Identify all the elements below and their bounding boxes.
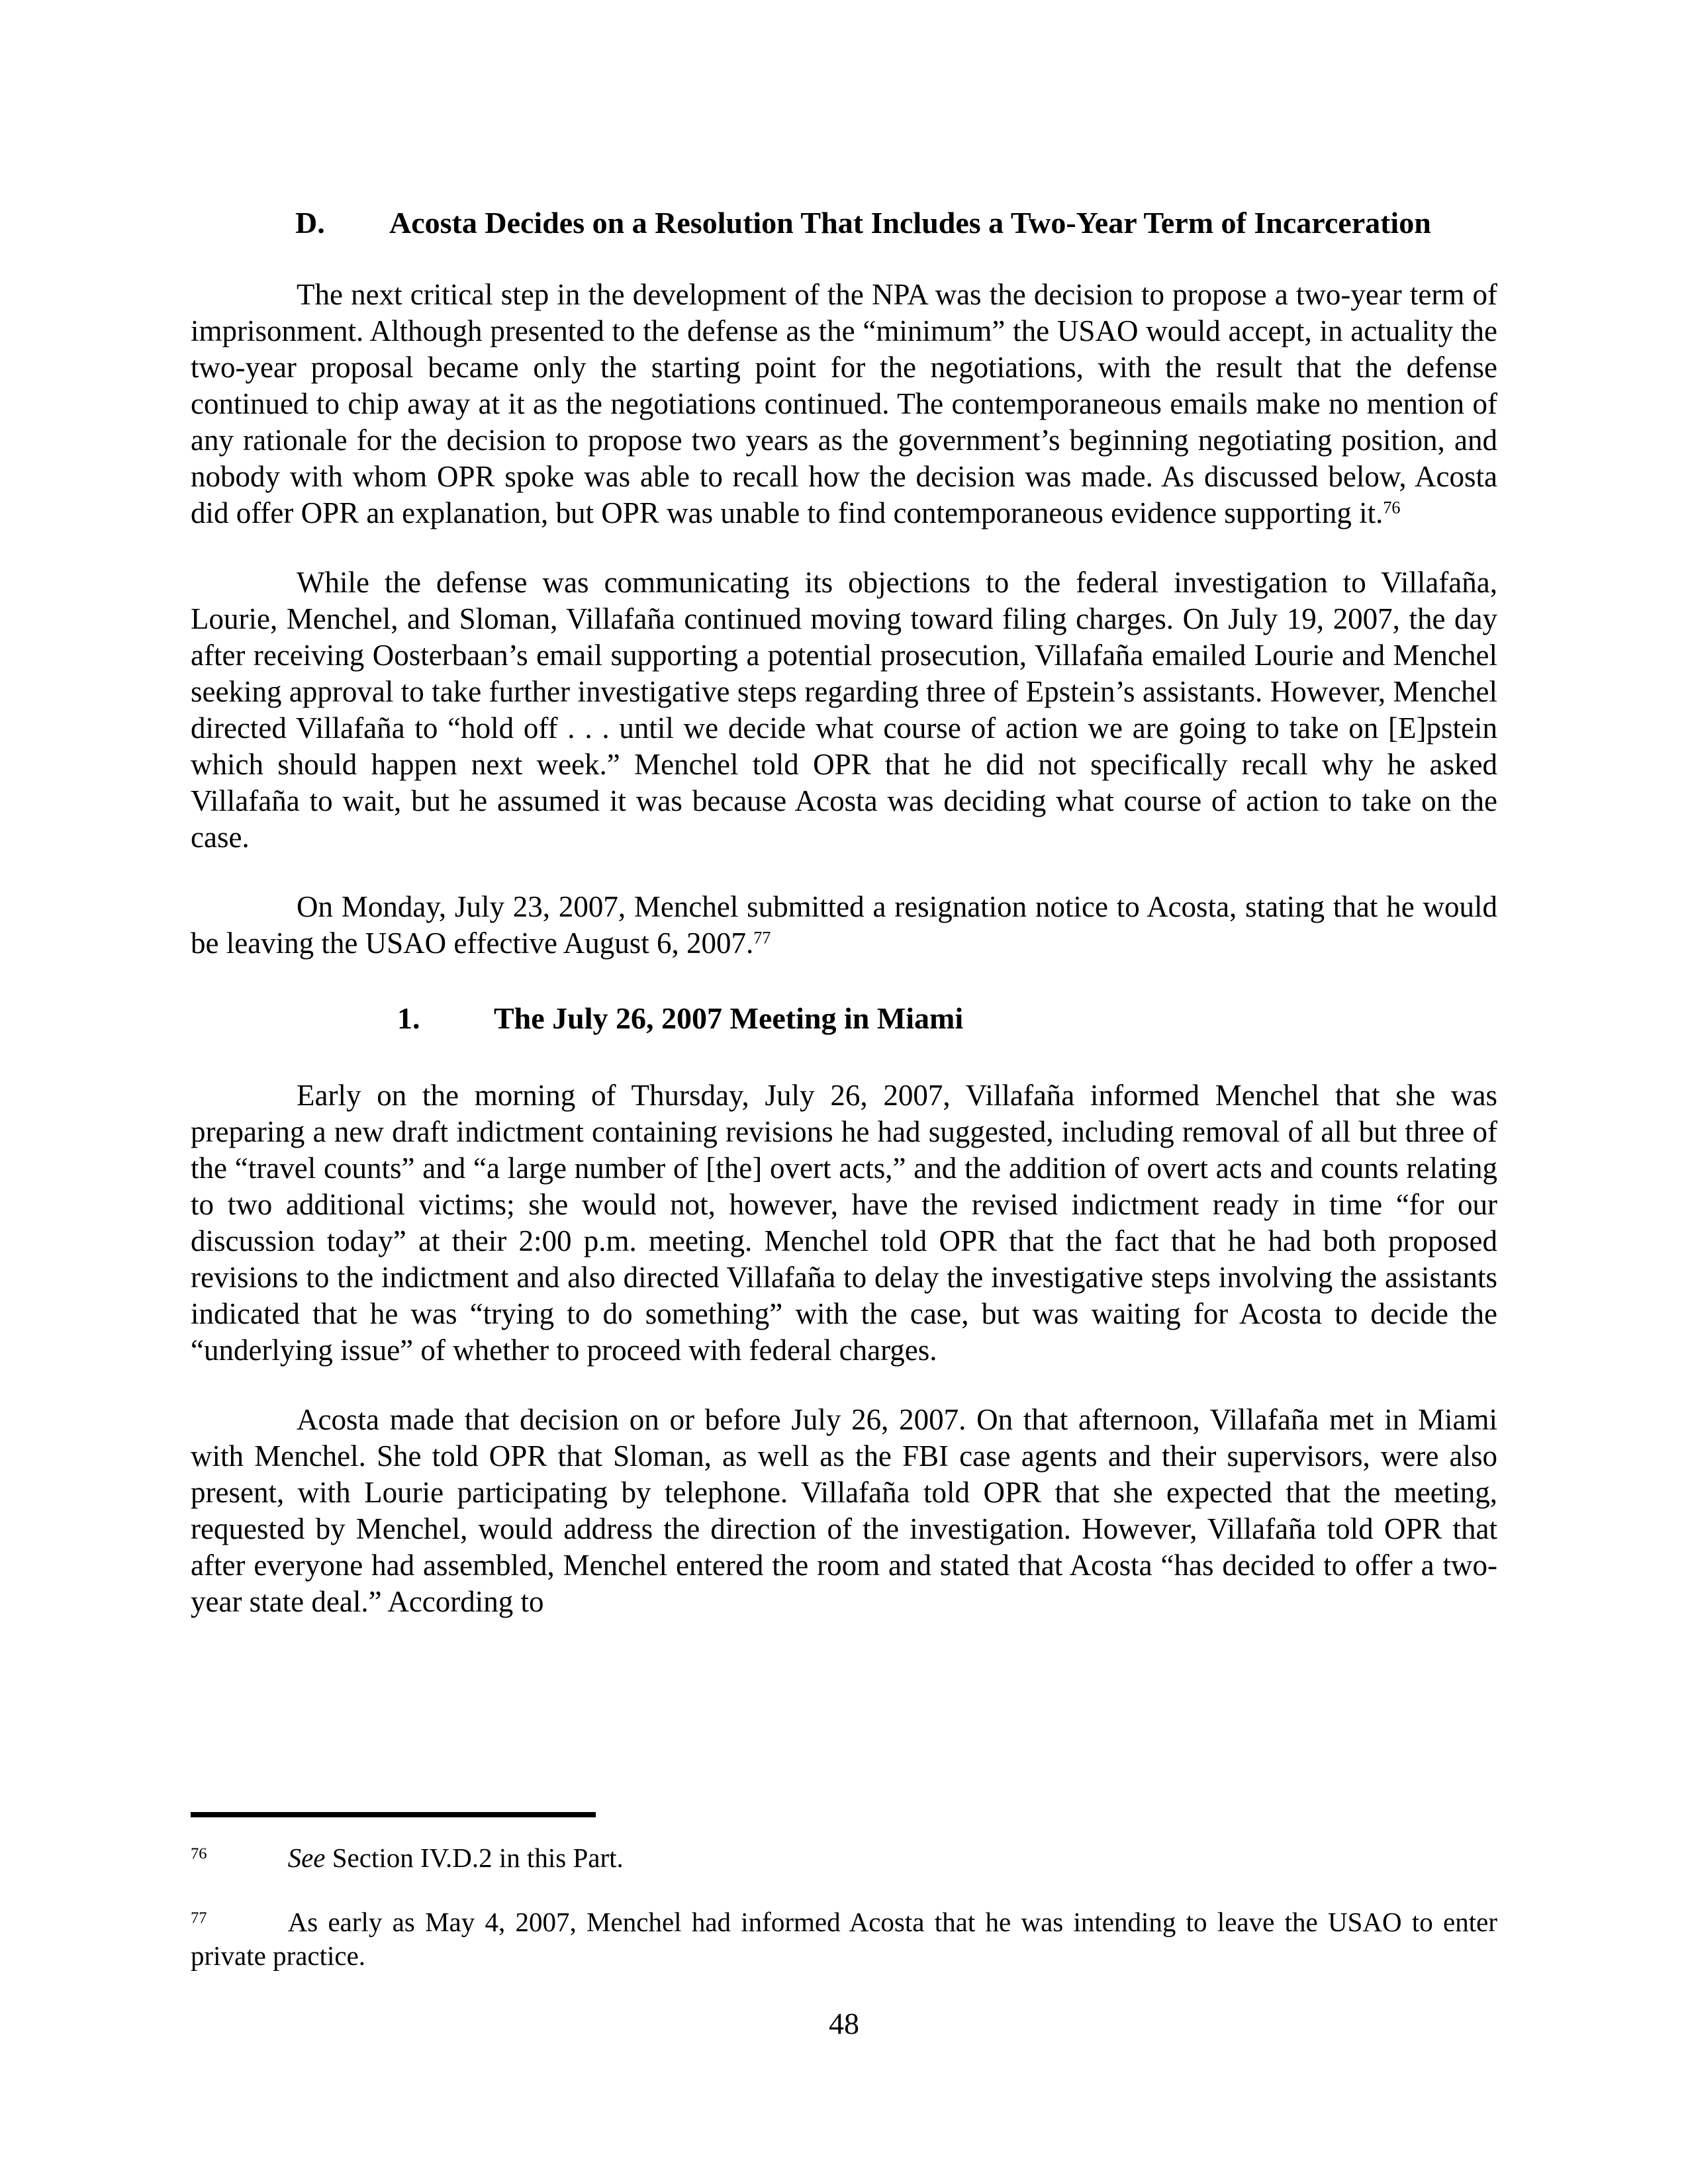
footnote-76-text: Section IV.D.2 in this Part.	[325, 1843, 624, 1873]
paragraph-text: While the defense was communicating its objections to the federal investigation to Villafaña, Lourie, Menchel, and Sloman, Villafaña continued moving toward filing charges. On July 19, 2007, the day after receiving Oosterbaan’s email supporting a potential prosecution, Villafaña emailed Lourie and Menchel seeking approval to take further investigative steps regarding three of Epstein’s assistants. However, Menchel directed Villafaña to “hold off . . . until we decide what course of action we are going to take on [E]pstein which should happen next week.” Menchel told OPR that he did not specifically recall why he asked Villafaña to wait, but he assumed it was because Acosta was deciding what course of action to take on the case.	[191, 566, 1497, 854]
footnote-76	[191, 1841, 1497, 1875]
footnote-76-see-label: See	[287, 1843, 326, 1873]
footnote-ref-77: 77	[753, 928, 771, 948]
footnote-77	[191, 1905, 1497, 1973]
section-heading-label: D.	[295, 206, 325, 240]
paragraph-text: Acosta made that decision on or before July 26, 2007. On that afternoon, Villafaña met in Miami with Menchel. She told OPR that Sloman, as well as the FBI case agents and their supervisors, were also present, with Lourie participating by telephone. Villafaña told OPR that she expected that the meeting, requested by Menchel, would address the direction of the investigation. However, Villafaña told OPR that after everyone had assembled, Menchel entered the room and stated that Acosta “has decided to offer a two-year state deal.” According to	[191, 1403, 1497, 1618]
paragraph-miami-meeting	[191, 1402, 1497, 1620]
subsection-heading	[397, 1000, 1497, 1036]
section-heading-title: Acosta Decides on a Resolution That Includes a Two-Year Term of Incarceration	[389, 206, 1431, 240]
paragraph-text: On Monday, July 23, 2007, Menchel submitted a resignation notice to Acosta, stating that he would be leaving the USAO effective August 6, 2007.	[191, 890, 1497, 960]
page-number: 48	[829, 2007, 859, 2040]
footnote-separator-rule	[191, 1812, 596, 1817]
paragraph-text: Early on the morning of Thursday, July 26, 2007, Villafaña informed Menchel that she was preparing a new draft indictment containing revisions he had suggested, including removal of all but three of the “travel counts” and “a large number of [the] overt acts,” and the addition of overt acts and counts relating to two additional victims; she would not, however, have the revised indictment ready in time “for our discussion today” at their 2:00 p.m. meeting. Menchel told OPR that the fact that he had both proposed revisions to the indictment and also directed Villafaña to delay the investigative steps involving the assistants indicated that he was “trying to do something” with the case, but was waiting for Acosta to decide the “underlying issue” of whether to proceed with federal charges.	[191, 1079, 1497, 1367]
footnote-76-marker: 76	[191, 1844, 207, 1863]
section-heading	[295, 200, 1497, 246]
footnote-area	[191, 1812, 1497, 1973]
paragraph-menchel-resignation	[191, 889, 1497, 962]
paragraph-npa-two-year-proposal	[191, 277, 1497, 531]
paragraph-text: The next critical step in the development of the NPA was the decision to propose a two-year term of imprisonment. Although presented to the defense as the “minimum” the USAO would accept, in actuality the two-year proposal became only the starting point for the negotiations, with the result that the defense continued to chip away at it as the negotiations continued. The contemporaneous emails make no mention of any rationale for the decision to propose two years as the government’s beginning negotiating position, and nobody with whom OPR spoke was able to recall how the decision was made. As discussed below, Acosta did offer OPR an explanation, but OPR was unable to find contemporaneous evidence supporting it.	[191, 278, 1497, 529]
footnote-ref-76: 76	[1383, 498, 1401, 518]
paragraph-defense-objections	[191, 565, 1497, 856]
subsection-heading-label: 1.	[397, 1001, 420, 1035]
footnote-77-text: As early as May 4, 2007, Menchel had informed Acosta that he was intending to leave the USAO to enter private practice.	[191, 1907, 1497, 1971]
paragraph-draft-indictment	[191, 1077, 1497, 1369]
subsection-heading-title: The July 26, 2007 Meeting in Miami	[494, 1001, 964, 1035]
footnote-77-marker: 77	[191, 1909, 207, 1927]
